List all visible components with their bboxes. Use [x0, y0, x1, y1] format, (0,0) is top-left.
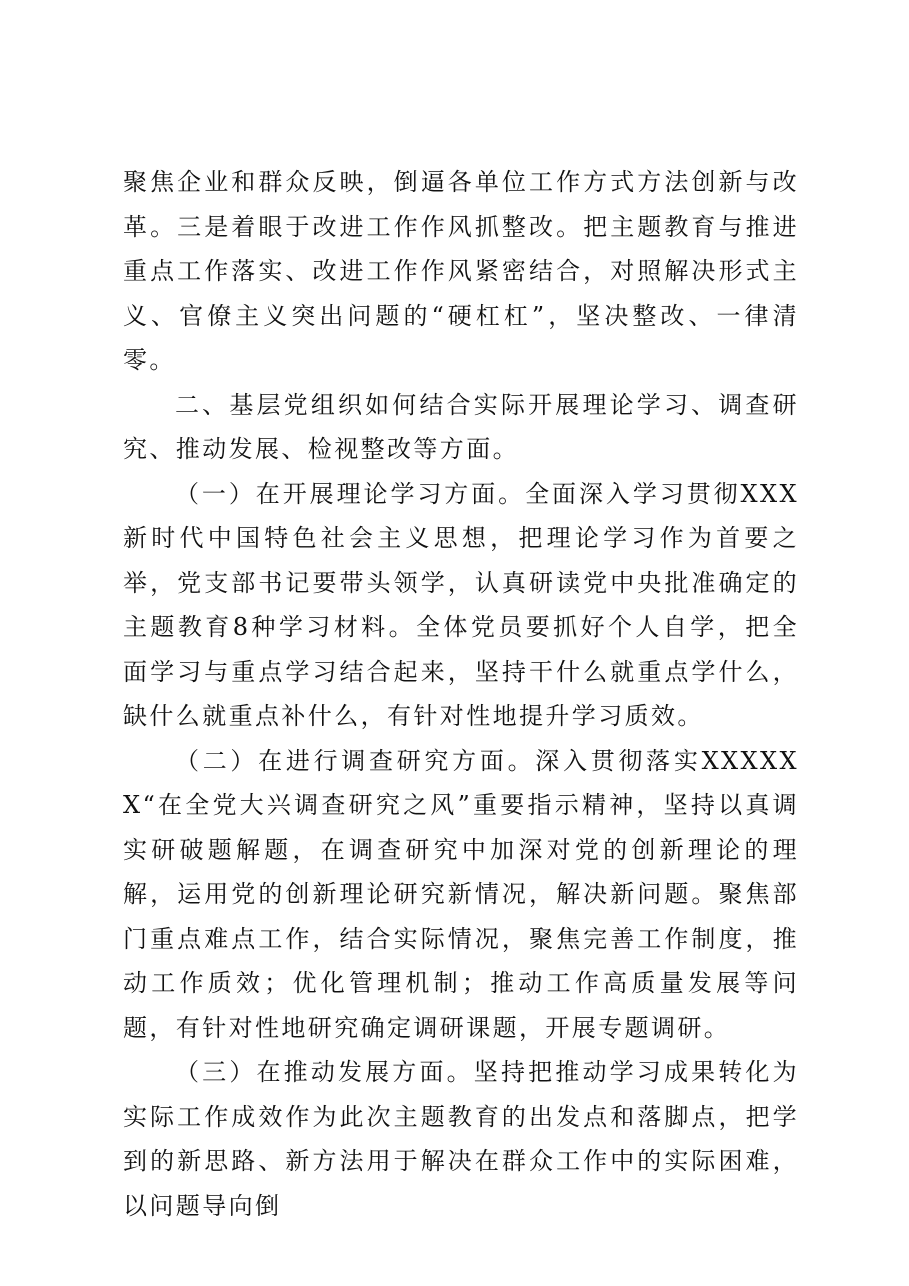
paragraph-investigation-research: （二）在进行调查研究方面。深入贯彻落实XXXXXX“在全党大兴调查研究之风”重要指示精神，坚持以真调实研破题解题，在调查研究中加深对党的创新理论的理解，运用党的创新理论研究新情况，解决新问题。聚焦部门重点难点工作，结合实际情况，聚焦完善工作制度，推动工作质效；优化管理机制；推动工作高质量发展等问题，有针对性地研究确定调研课题，开展专题调研。	[123, 746, 799, 1042]
paragraph-promote-development: （三）在推动发展方面。坚持把推动学习成果转化为实际工作成效作为此次主题教育的出发点和落脚点，把学到的新思路、新方法用于解决在群众工作中的实际困难，以问题导向倒	[123, 1058, 799, 1220]
document-body	[123, 160, 799, 1228]
paragraph-theory-study: （一）在开展理论学习方面。全面深入学习贯彻XXX新时代中国特色社会主义思想，把理论学习作为首要之举，党支部书记要带头领学，认真研读党中央批准确定的主题教育8种学习材料。全体党员要抓好个人自学，把全面学习与重点学习结合起来，坚持干什么就重点学什么，缺什么就重点补什么，有针对性地提升学习质效。	[123, 479, 799, 730]
paragraph-section-two-heading: 二、基层党组织如何结合实际开展理论学习、调查研究、推动发展、检视整改等方面。	[123, 390, 799, 463]
paragraph-continuation: 聚焦企业和群众反映，倒逼各单位工作方式方法创新与改革。三是着眼于改进工作作风抓整改。把主题教育与推进重点工作落实、改进工作作风紧密结合，对照解决形式主义、官僚主义突出问题的“硬杠杠”，坚决整改、一律清零。	[123, 168, 799, 374]
